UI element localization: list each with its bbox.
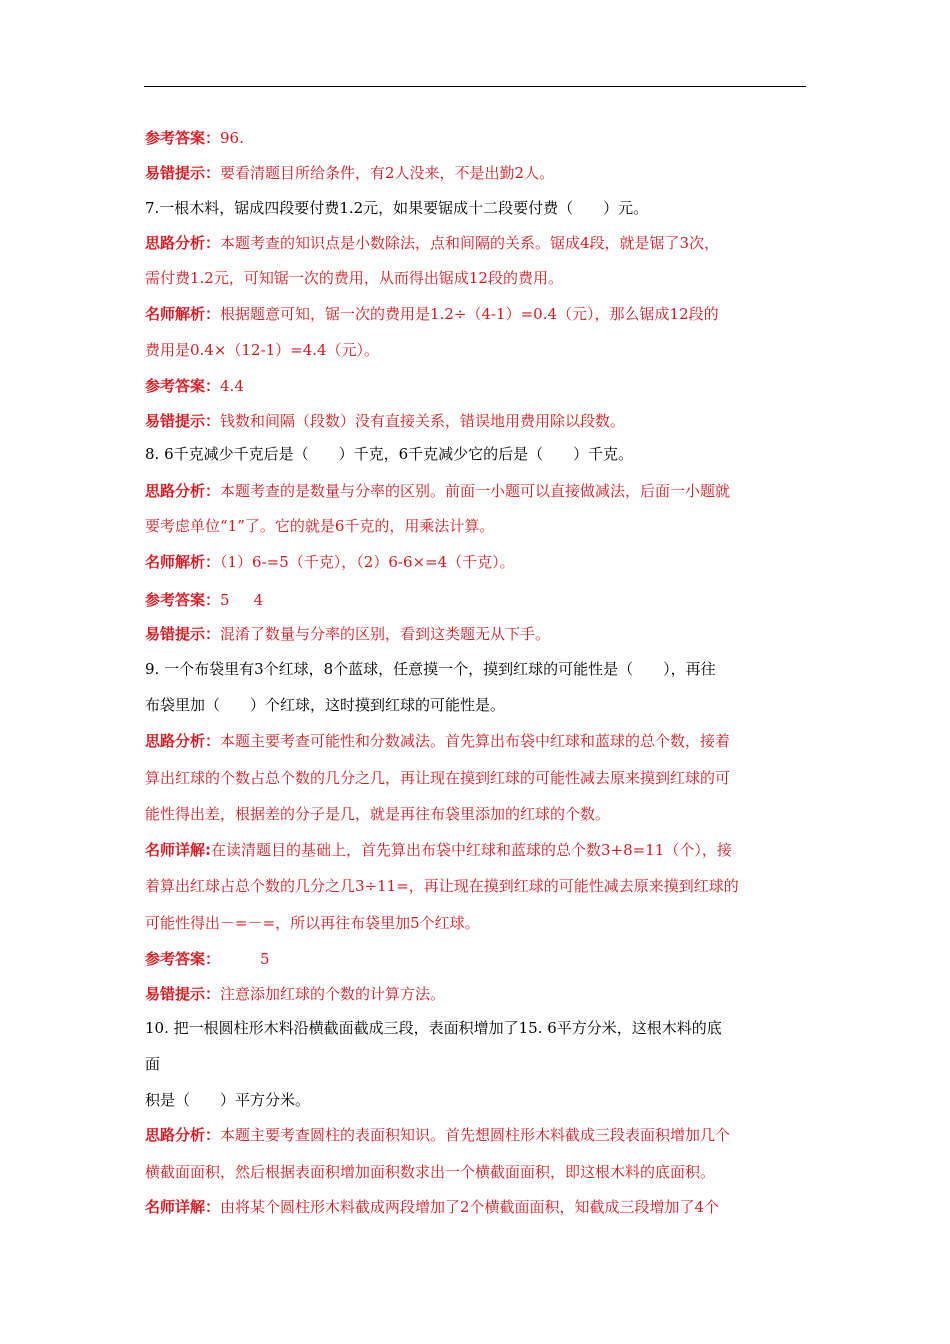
line-detail-9-cont2: 可能性得出－=－=，所以再往布袋里加5个红球。	[145, 914, 480, 932]
label-answer: 参考答案：	[145, 377, 221, 395]
label-idea: 思路分析：	[145, 1126, 221, 1144]
label-tip: 易错提示：	[145, 412, 221, 430]
line-answer-6: 参考答案：96.	[145, 129, 244, 147]
line-analysis-7-cont: 费用是0.4×（12-1）=4.4（元）。	[145, 341, 380, 359]
line-idea-7: 思路分析：本题考查的知识点是小数除法，点和间隔的关系。锯成4段，就是锯了3次，	[145, 234, 720, 252]
line-answer-7: 参考答案：4.4	[145, 377, 244, 395]
line-tip-6: 易错提示：要看清题目所给条件，有2人没来，不是出勤2人。	[145, 164, 555, 182]
line-tip-7: 易错提示：钱数和间隔（段数）没有直接关系，错误地用费用除以段数。	[145, 412, 626, 430]
label-answer: 参考答案：	[145, 591, 221, 609]
label-idea: 思路分析：	[145, 482, 221, 500]
line-detail-9-cont1: 着算出红球占总个数的几分之几3÷11=，再让现在摸到红球的可能性减去原来摸到红球的	[145, 877, 739, 895]
line-idea-10: 思路分析：本题主要考查圆柱的表面积知识。首先想圆柱形木料截成三段表面积增加几个	[145, 1126, 731, 1144]
question-7: 7.一根木料，锯成四段要付费1.2元，如果要锯成十二段要付费（ ）元。	[145, 199, 649, 217]
label-analysis: 名师解析：	[145, 553, 221, 571]
label-answer: 参考答案：	[145, 129, 221, 147]
line-tip-9: 易错提示：注意添加红球的个数的计算方法。	[145, 985, 446, 1003]
line-idea-9-cont2: 能性得出差，根据差的分子是几，就是再往布袋里添加的红球的个数。	[145, 805, 611, 823]
header-rule	[144, 86, 806, 87]
line-analysis-8: 名师解析：（1）6-=5（千克），（2）6-6×=4（千克）。	[145, 553, 515, 571]
label-idea: 思路分析：	[145, 234, 221, 252]
question-8: 8. 6千克减少千克后是（ ）千克，6千克减少它的后是（ ）千克。	[145, 445, 634, 463]
label-detail: 名师详解：	[145, 1198, 221, 1216]
line-answer-8: 参考答案：5 4	[145, 591, 264, 609]
label-tip: 易错提示：	[145, 625, 221, 643]
question-10: 10. 把一根圆柱形木料沿横截面截成三段，表面积增加了15. 6平方分米，这根木料的底	[145, 1019, 722, 1037]
question-10-cont1: 面	[145, 1055, 161, 1073]
question-9: 9. 一个布袋里有3个红球，8个蓝球，任意摸一个，摸到红球的可能性是（ ），再往	[145, 660, 716, 678]
line-answer-9: 参考答案： 5	[145, 950, 270, 968]
line-detail-10: 名师详解：由将某个圆柱形木料截成两段增加了2个横截面面积，知截成三段增加了4个	[145, 1198, 720, 1216]
line-idea-8-cont: 要考虑单位“1”了。它的就是6千克的，用乘法计算。	[145, 517, 495, 535]
line-detail-9: 名师详解:在读清题目的基础上，首先算出布袋中红球和蓝球的总个数3+8=11（个），接	[145, 841, 732, 859]
line-idea-10-cont: 横截面面积，然后根据表面积增加面积数求出一个横截面面积，即这根木料的底面积。	[145, 1163, 716, 1181]
label-answer: 参考答案：	[145, 950, 221, 968]
label-tip: 易错提示：	[145, 985, 221, 1003]
line-idea-9-cont1: 算出红球的个数占总个数的几分之几，再让现在摸到红球的可能性减去原来摸到红球的可	[145, 769, 731, 787]
label-detail: 名师详解:	[145, 841, 211, 859]
question-10-cont2: 积是（ ）平方分米。	[145, 1091, 311, 1109]
label-tip: 易错提示：	[145, 164, 221, 182]
line-idea-8: 思路分析：本题考查的是数量与分率的区别。前面一小题可以直接做减法，后面一小题就	[145, 482, 731, 500]
line-idea-9: 思路分析：本题主要考查可能性和分数减法。首先算出布袋中红球和蓝球的总个数，接着	[145, 732, 731, 750]
label-analysis: 名师解析：	[145, 305, 221, 323]
label-idea: 思路分析：	[145, 732, 221, 750]
line-tip-8: 易错提示：混淆了数量与分率的区别，看到这类题无从下手。	[145, 625, 551, 643]
question-9-cont: 布袋里加（ ）个红球，这时摸到红球的可能性是。	[145, 696, 506, 714]
line-analysis-7: 名师解析：根据题意可知，锯一次的费用是1.2÷（4-1）=0.4（元），那么锯成12段的	[145, 305, 719, 323]
line-idea-7-cont: 需付费1.2元，可知锯一次的费用，从而得出锯成12段的费用。	[145, 269, 563, 287]
